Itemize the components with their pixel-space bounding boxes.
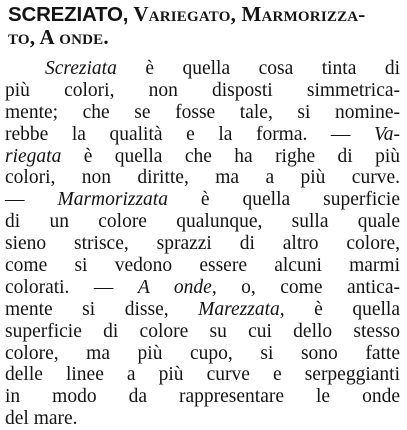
body-line [5, 58, 400, 80]
body-line [5, 102, 400, 124]
text-run: , o, come antica- [211, 276, 400, 298]
text-run: delle linee a più curve e serpeggianti [5, 364, 400, 386]
body-line [5, 124, 400, 146]
entry-synonyms: Variegato, Marmorizza- [128, 2, 366, 26]
italic-term: A onde [137, 276, 212, 298]
body-line [5, 386, 400, 408]
text-run: colori, non diritte, ma a più curve. [5, 167, 400, 189]
body-line [5, 211, 400, 233]
body-line [5, 167, 400, 189]
italic-term: Marmorizzata [57, 189, 168, 211]
text-run: , è quella [279, 298, 400, 320]
text-run: più colori, non disposti simmetrica- [5, 79, 400, 101]
body-line [5, 277, 400, 299]
entry-heading-line-1 [8, 3, 404, 26]
body-line [5, 189, 400, 211]
text-run: sieno strisce, sprazzi di altro colore, [5, 233, 400, 255]
text-run: superficie di colore su cui dello stesso [5, 320, 400, 342]
italic-term: Screziata [45, 58, 117, 79]
body-line [5, 299, 400, 321]
text-run: come si vedono essere alcuni marmi [5, 255, 400, 277]
italic-term: riegata [5, 145, 62, 167]
text-run: è quella superficie [167, 189, 400, 211]
entry-heading-line-2: to, A onde. [8, 25, 109, 49]
body-line [5, 255, 400, 277]
text-run: rebbe la qualità e la forma. — [5, 123, 374, 145]
text-run: colorati. — [5, 276, 138, 298]
body-line [5, 321, 400, 343]
entry-headword: SCREZIATO, [8, 3, 129, 26]
text-run: in modo da rappresentare le onde [5, 386, 400, 408]
text-run: del mare. [5, 408, 78, 430]
text-run: è quella cosa tinta di [116, 58, 400, 79]
text-run: — [5, 189, 58, 211]
body-line [5, 233, 400, 255]
body-line [5, 146, 400, 168]
text-run: mente si disse, [5, 298, 199, 320]
entry-body [5, 58, 405, 430]
italic-term: Marezzata [198, 298, 280, 320]
body-line [5, 364, 400, 386]
text-run: mente; che se fosse tale, si nomine- [5, 101, 400, 123]
body-line [5, 408, 400, 430]
italic-term: Va- [374, 123, 400, 145]
text-run: colore, ma più cupo, si sono fatte [5, 342, 400, 364]
text-run: di un colore qualunque, sulla quale [5, 211, 400, 233]
text-run: è quella che ha righe di più [61, 145, 400, 167]
entry-heading [8, 3, 404, 49]
body-line [5, 343, 400, 365]
body-line [5, 80, 400, 102]
